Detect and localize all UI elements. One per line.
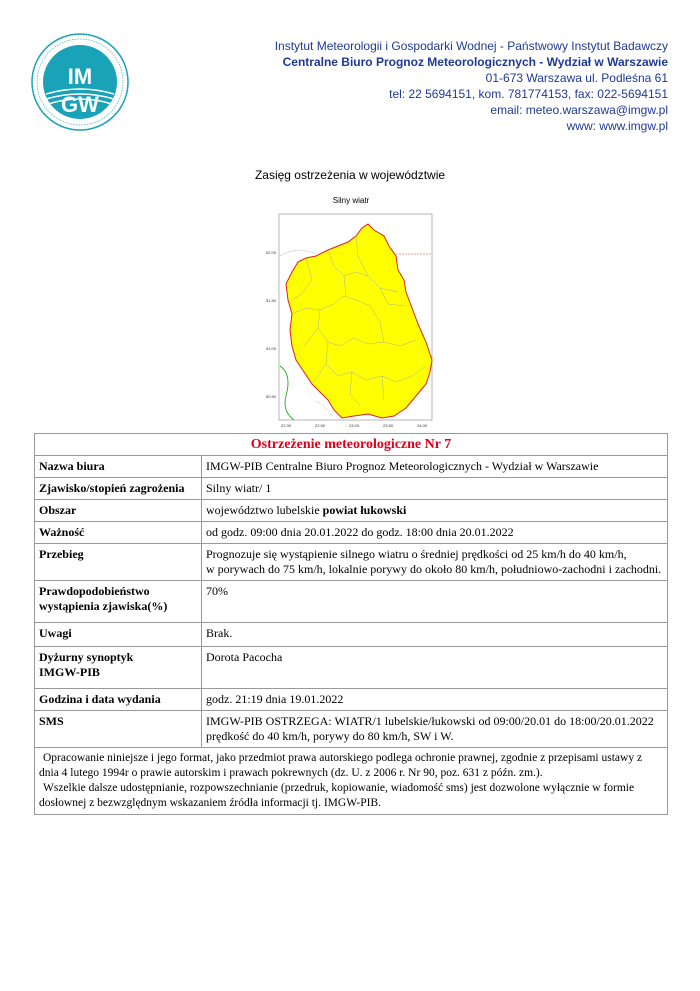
course-line2: w porywach do 75 km/h, lokalnie porywy do około 80 km/h, południowo-zachodni i zachodni. [206,562,662,576]
area-region: województwo lubelskie [206,503,320,517]
x-tick-2: 23.00 [348,423,360,428]
table-row [35,689,668,711]
synoptic-label-2: IMGW-PIB [39,665,100,679]
logo-text-bottom: GW [61,92,99,117]
y-tick-2: 51.00 [265,346,276,351]
y-tick-1: 51.50 [265,298,276,303]
row-label: Nazwa biura [35,456,202,478]
row-value: Brak. [202,623,668,647]
map-title: Silny wiatr [332,196,370,205]
warning-map [256,196,446,432]
copyright-text-1: Opracowanie niniejsze i jego format, jako przedmiot prawa autorskiego podlega ochronie prawnej, zgodnie z przepisami ustawy z dnia 4 lutego 1994r o prawie autorskim i prawach pokrewnych (dz. U. z 2006 r. Nr 90, poz. 631 z późn. zm.). [39,752,643,779]
row-label: Uwagi [35,623,202,647]
row-value [202,711,668,748]
x-tick-0: 22.00 [280,423,292,428]
logo-text-top: IM [67,64,93,89]
x-tick-1: 22.50 [314,423,326,428]
table-row [35,522,668,544]
header-line1: Instytut Meteorologii i Gospodarki Wodnej - Państwowy Instytut Badawczy [274,39,668,53]
table-row [35,581,668,623]
copyright-note [35,748,668,815]
map-caption: Zasięg ostrzeżenia w województwie [254,168,446,182]
row-label: SMS [35,711,202,748]
course-line1: Prognozuje się wystąpienie silnego wiatru o średniej prędkości od 25 km/h do 40 km/h, [206,547,627,561]
row-label: Zjawisko/stopień zagrożenia [35,478,202,500]
table-row [35,544,668,581]
row-value: 70% [202,581,668,623]
sms-line2: prędkość do 40 km/h, porywy do 80 km/h, SW i W. [206,729,454,743]
row-label [35,647,202,689]
row-value: IMGW-PIB Centralne Biuro Prognoz Meteorologicznych - Wydział w Warszawie [202,456,668,478]
prob-label-2: wystąpienia zjawiska(%) [39,599,168,613]
row-value: Silny wiatr/ 1 [202,478,668,500]
synoptic-label-1: Dyżurny synoptyk [39,650,134,664]
row-label [35,581,202,623]
x-tick-4: 24.00 [416,423,428,428]
table-row [35,711,668,748]
header-phone: tel: 22 5694151, kom. 781774153, fax: 022-5694151 [389,87,668,101]
sms-line1: IMGW-PIB OSTRZEGA: WIATR/1 lubelskie/łukowski od 09:00/20.01 do 18:00/20.01.2022 [206,714,654,728]
table-row [35,623,668,647]
table-row [35,456,668,478]
x-tick-3: 23.50 [382,423,394,428]
institute-header [275,38,668,134]
header-address: 01-673 Warszawa ul. Podleśna 61 [485,71,668,85]
row-value [202,544,668,581]
row-label: Przebieg [35,544,202,581]
row-value: godz. 21:19 dnia 19.01.2022 [202,689,668,711]
y-tick-3: 50.50 [265,394,276,399]
header-line2: Centralne Biuro Prognoz Meteorologicznych - Wydział w Warszawie [282,55,668,69]
y-tick-0: 52.00 [265,250,276,255]
prob-label-1: Prawdopodobieństwo [39,584,150,598]
copyright-row [35,748,668,815]
row-value [202,500,668,522]
area-county: powiat łukowski [322,503,407,517]
row-value: Dorota Pacocha [202,647,668,689]
row-label: Godzina i data wydania [35,689,202,711]
header-email[interactable]: email: meteo.warszawa@imgw.pl [490,103,668,117]
table-row [35,500,668,522]
header-www[interactable]: www: www.imgw.pl [566,119,668,133]
table-row [35,647,668,689]
row-label: Obszar [35,500,202,522]
copyright-text-2: Wszelkie dalsze udostępnianie, rozpowszechnianie (przedruk, kopiowanie, wiadomość sms) jest dozwolone wyłącznie w formie dosłownej z bezwzględnym wskazaniem źródła informacji tj. IMGW-PIB. [39,782,635,809]
row-label: Ważność [35,522,202,544]
row-value: od godz. 09:00 dnia 20.01.2022 do godz. 18:00 dnia 20.01.2022 [202,522,668,544]
warning-title: Ostrzeżenie meteorologiczne Nr 7 [35,434,668,456]
imgw-logo [30,32,130,132]
warning-table [34,433,668,815]
table-row [35,478,668,500]
